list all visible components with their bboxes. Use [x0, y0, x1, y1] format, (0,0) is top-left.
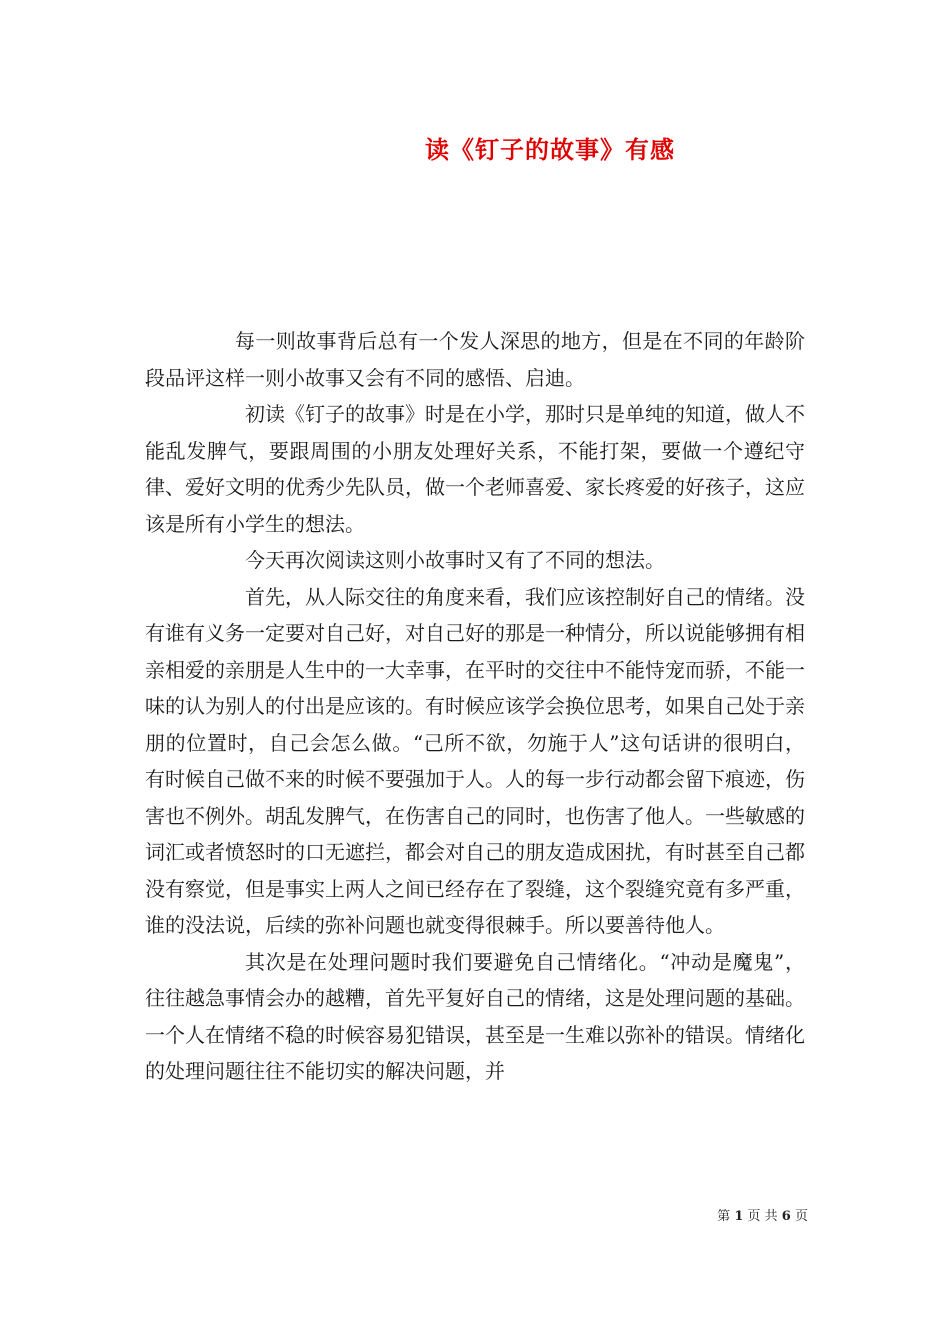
document-title: 读《钉子的故事》有感: [425, 135, 675, 164]
paragraph-1: 每一则故事背后总有一个发人深思的地方，但是在不同的年龄阶段品评这样一则小故事又会有不同的感悟、启迪。: [145, 329, 805, 390]
footer-current-page: 1: [734, 1209, 744, 1224]
footer-prefix: 第: [717, 1209, 731, 1224]
footer-total-pages: 6: [781, 1209, 791, 1224]
paragraph-5: 其次是在处理问题时我们要避免自己情绪化。“冲动是魔鬼”，往往越急事情会办的越糟，首先平复好自己的情绪，这是处理问题的基础。一个人在情绪不稳的时候容易犯错误，甚至是一生难以弥补的错误。情绪化的处理问题往往不能切实的解决问题，并: [145, 949, 805, 1083]
document-body: [145, 323, 805, 1090]
page-number-footer: [717, 1205, 808, 1224]
footer-middle: 页 共: [747, 1209, 778, 1224]
paragraph-2: 初读《钉子的故事》时是在小学，那时只是单纯的知道，做人不能乱发脾气，要跟周围的小朋友处理好关系，不能打架，要做一个遵纪守律、爱好文明的优秀少先队员，做一个老师喜爱、家长疼爱的好孩子，这应该是所有小学生的想法。: [145, 402, 805, 536]
paragraph-4: 首先，从人际交往的角度来看，我们应该控制好自己的情绪。没有谁有义务一定要对自己好，对自己好的那是一种情分，所以说能够拥有相亲相爱的亲朋是人生中的一大幸事，在平时的交往中不能恃宠而骄，不能一味的认为别人的付出是应该的。有时候应该学会换位思考，如果自己处于亲朋的位置时，自己会怎么做。“己所不欲，勿施于人”这句话讲的很明白，有时候自己做不来的时候不要强加于人。人的每一步行动都会留下痕迹，伤害也不例外。胡乱发脾气，在伤害自己的同时，也伤害了他人。一些敏感的词汇或者愤怒时的口无遮拦，都会对自己的朋友造成困扰，有时甚至自己都没有察觉，但是事实上两人之间已经存在了裂缝，这个裂缝究竟有多严重，谁的没法说，后续的弥补问题也就变得很棘手。所以要善待他人。: [145, 584, 805, 937]
footer-suffix: 页: [794, 1209, 808, 1224]
paragraph-3: 今天再次阅读这则小故事时又有了不同的想法。: [245, 548, 665, 572]
